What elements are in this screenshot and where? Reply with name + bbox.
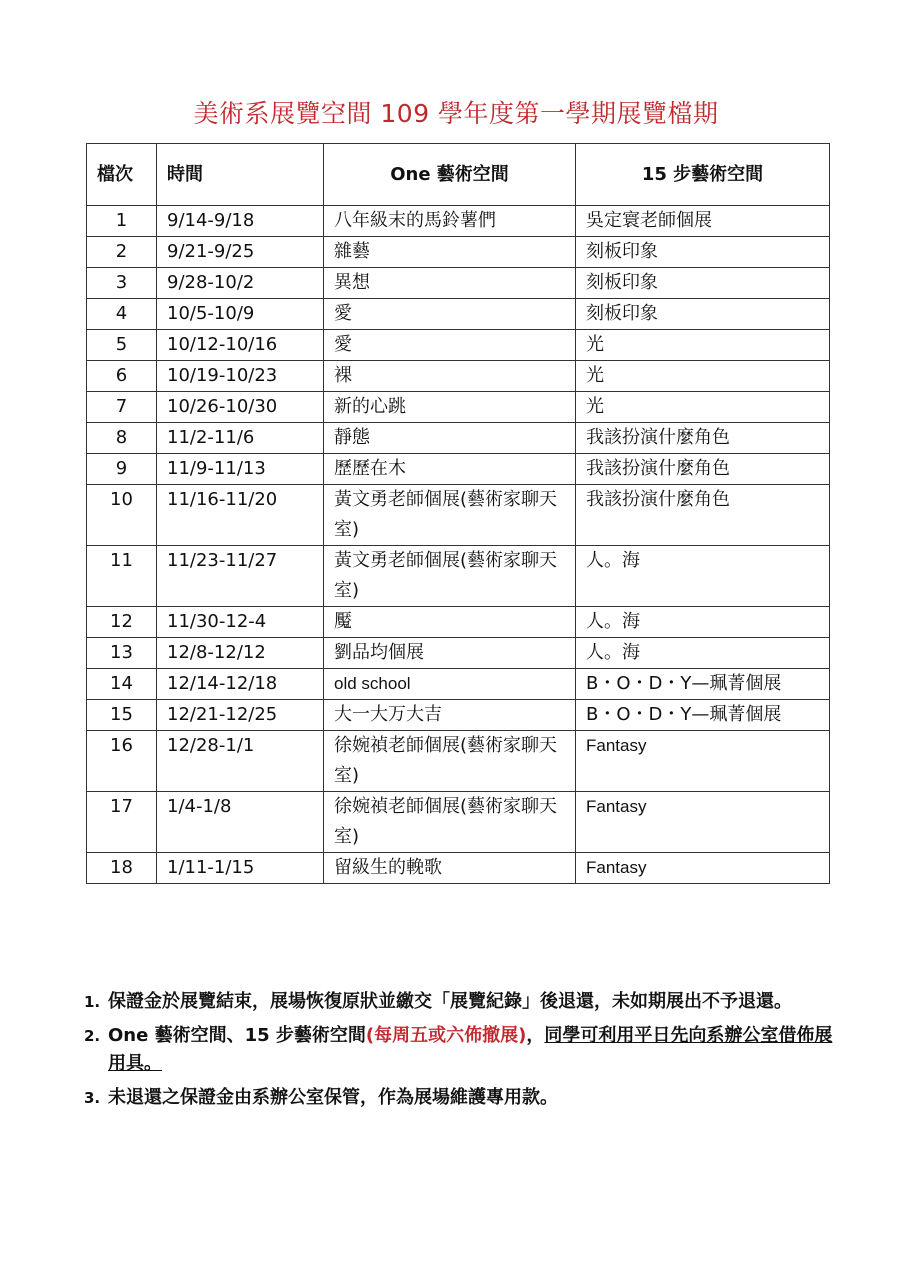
table-row xyxy=(87,853,830,884)
table-row xyxy=(87,237,830,268)
table-row xyxy=(87,792,830,853)
table-row xyxy=(87,731,830,792)
cell-time: 10/26-10/30 xyxy=(157,392,324,423)
cell-time: 12/14-12/18 xyxy=(157,669,324,700)
note-text: 未退還之保證金由系辦公室保管，作為展場維護專用款。 xyxy=(108,1087,558,1108)
cell-time: 11/23-11/27 xyxy=(157,546,324,607)
cell-15-step-space: Fantasy xyxy=(576,792,830,853)
cell-one-space: 大一大万大吉 xyxy=(324,700,576,731)
note-item xyxy=(84,988,834,1016)
cell-15-step-space: 人。海 xyxy=(576,607,830,638)
note-text-schedule-red: (每周五或六佈撤展) xyxy=(365,1025,527,1046)
cell-15-step-space: 吳定寰老師個展 xyxy=(576,206,830,237)
cell-time: 11/2-11/6 xyxy=(157,423,324,454)
cell-15-step-space: 光 xyxy=(576,361,830,392)
header-15-step-space: 15 步藝術空間 xyxy=(576,144,830,206)
cell-time: 11/16-11/20 xyxy=(157,485,324,546)
cell-one-space: 黃文勇老師個展(藝術家聊天室) xyxy=(324,485,576,546)
table-row xyxy=(87,330,830,361)
notes-list xyxy=(84,988,834,1118)
cell-one-space: 留級生的輓歌 xyxy=(324,853,576,884)
note-item xyxy=(84,1084,834,1112)
cell-no: 2 xyxy=(87,237,157,268)
cell-time: 12/28-1/1 xyxy=(157,731,324,792)
cell-15-step-space: 刻板印象 xyxy=(576,237,830,268)
cell-15-step-space: 光 xyxy=(576,392,830,423)
cell-15-step-space: B・O・D・Y—珮菁個展 xyxy=(576,669,830,700)
table-row xyxy=(87,206,830,237)
cell-time: 10/12-10/16 xyxy=(157,330,324,361)
cell-no: 10 xyxy=(87,485,157,546)
table-header-row xyxy=(87,144,830,206)
cell-time: 11/30-12-4 xyxy=(157,607,324,638)
cell-no: 16 xyxy=(87,731,157,792)
cell-15-step-space: 人。海 xyxy=(576,546,830,607)
table-row xyxy=(87,423,830,454)
cell-15-step-space: 我該扮演什麼角色 xyxy=(576,485,830,546)
note-text xyxy=(108,1022,834,1078)
cell-one-space: 歷歷在木 xyxy=(324,454,576,485)
cell-one-space: 新的心跳 xyxy=(324,392,576,423)
cell-no: 11 xyxy=(87,546,157,607)
note-text-comma: ， xyxy=(526,1025,545,1046)
table-row xyxy=(87,392,830,423)
cell-one-space: 黃文勇老師個展(藝術家聊天室) xyxy=(324,546,576,607)
exhibition-schedule-table xyxy=(86,143,830,884)
table-row xyxy=(87,454,830,485)
cell-time: 1/4-1/8 xyxy=(157,792,324,853)
cell-15-step-space: B・O・D・Y—珮菁個展 xyxy=(576,700,830,731)
cell-time: 9/21-9/25 xyxy=(157,237,324,268)
note-text-borrow-underlined: 同學可利用平日先向系辦公室借佈展用具。 xyxy=(108,1025,833,1074)
cell-one-space: 愛 xyxy=(324,299,576,330)
header-one-space: One 藝術空間 xyxy=(324,144,576,206)
cell-time: 10/5-10/9 xyxy=(157,299,324,330)
cell-15-step-space: 刻板印象 xyxy=(576,299,830,330)
cell-one-space: 八年級末的馬鈴薯們 xyxy=(324,206,576,237)
cell-one-space: 魘 xyxy=(324,607,576,638)
cell-15-step-space: 我該扮演什麼角色 xyxy=(576,454,830,485)
table-row xyxy=(87,268,830,299)
table-row xyxy=(87,638,830,669)
header-time: 時間 xyxy=(157,144,324,206)
table-row xyxy=(87,361,830,392)
cell-time: 10/19-10/23 xyxy=(157,361,324,392)
table-row xyxy=(87,607,830,638)
cell-no: 18 xyxy=(87,853,157,884)
cell-time: 12/21-12/25 xyxy=(157,700,324,731)
cell-15-step-space: 我該扮演什麼角色 xyxy=(576,423,830,454)
note-text-spaces: One 藝術空間、15 步藝術空間 xyxy=(108,1025,366,1046)
cell-one-space: 劉品均個展 xyxy=(324,638,576,669)
cell-15-step-space: 人。海 xyxy=(576,638,830,669)
cell-time: 12/8-12/12 xyxy=(157,638,324,669)
cell-one-space: 徐婉禎老師個展(藝術家聊天室) xyxy=(324,792,576,853)
note-number: 3. xyxy=(84,1089,101,1107)
cell-no: 14 xyxy=(87,669,157,700)
cell-time: 11/9-11/13 xyxy=(157,454,324,485)
cell-no: 4 xyxy=(87,299,157,330)
table-row xyxy=(87,669,830,700)
cell-one-space: 異想 xyxy=(324,268,576,299)
cell-one-space: old school xyxy=(324,669,576,700)
cell-no: 6 xyxy=(87,361,157,392)
page-title: 美術系展覽空間 109 學年度第一學期展覽檔期 xyxy=(193,99,719,128)
note-text: 保證金於展覽結束，展場恢復原狀並繳交「展覽紀錄」後退還，未如期展出不予退還。 xyxy=(108,991,792,1012)
cell-15-step-space: 刻板印象 xyxy=(576,268,830,299)
cell-no: 3 xyxy=(87,268,157,299)
cell-no: 1 xyxy=(87,206,157,237)
cell-15-step-space: 光 xyxy=(576,330,830,361)
note-number: 2. xyxy=(84,1027,101,1045)
cell-no: 8 xyxy=(87,423,157,454)
cell-time: 1/11-1/15 xyxy=(157,853,324,884)
cell-one-space: 裸 xyxy=(324,361,576,392)
note-item xyxy=(84,1022,834,1078)
cell-no: 17 xyxy=(87,792,157,853)
cell-15-step-space: Fantasy xyxy=(576,731,830,792)
cell-no: 12 xyxy=(87,607,157,638)
table-row xyxy=(87,546,830,607)
cell-time: 9/28-10/2 xyxy=(157,268,324,299)
cell-one-space: 靜態 xyxy=(324,423,576,454)
table-row xyxy=(87,299,830,330)
cell-no: 15 xyxy=(87,700,157,731)
cell-one-space: 愛 xyxy=(324,330,576,361)
table-row xyxy=(87,700,830,731)
cell-time: 9/14-9/18 xyxy=(157,206,324,237)
cell-15-step-space: Fantasy xyxy=(576,853,830,884)
cell-no: 5 xyxy=(87,330,157,361)
note-number: 1. xyxy=(84,993,101,1011)
cell-no: 9 xyxy=(87,454,157,485)
header-no: 檔次 xyxy=(87,144,157,206)
cell-no: 7 xyxy=(87,392,157,423)
cell-one-space: 雜藝 xyxy=(324,237,576,268)
cell-no: 13 xyxy=(87,638,157,669)
table-row xyxy=(87,485,830,546)
cell-one-space: 徐婉禎老師個展(藝術家聊天室) xyxy=(324,731,576,792)
